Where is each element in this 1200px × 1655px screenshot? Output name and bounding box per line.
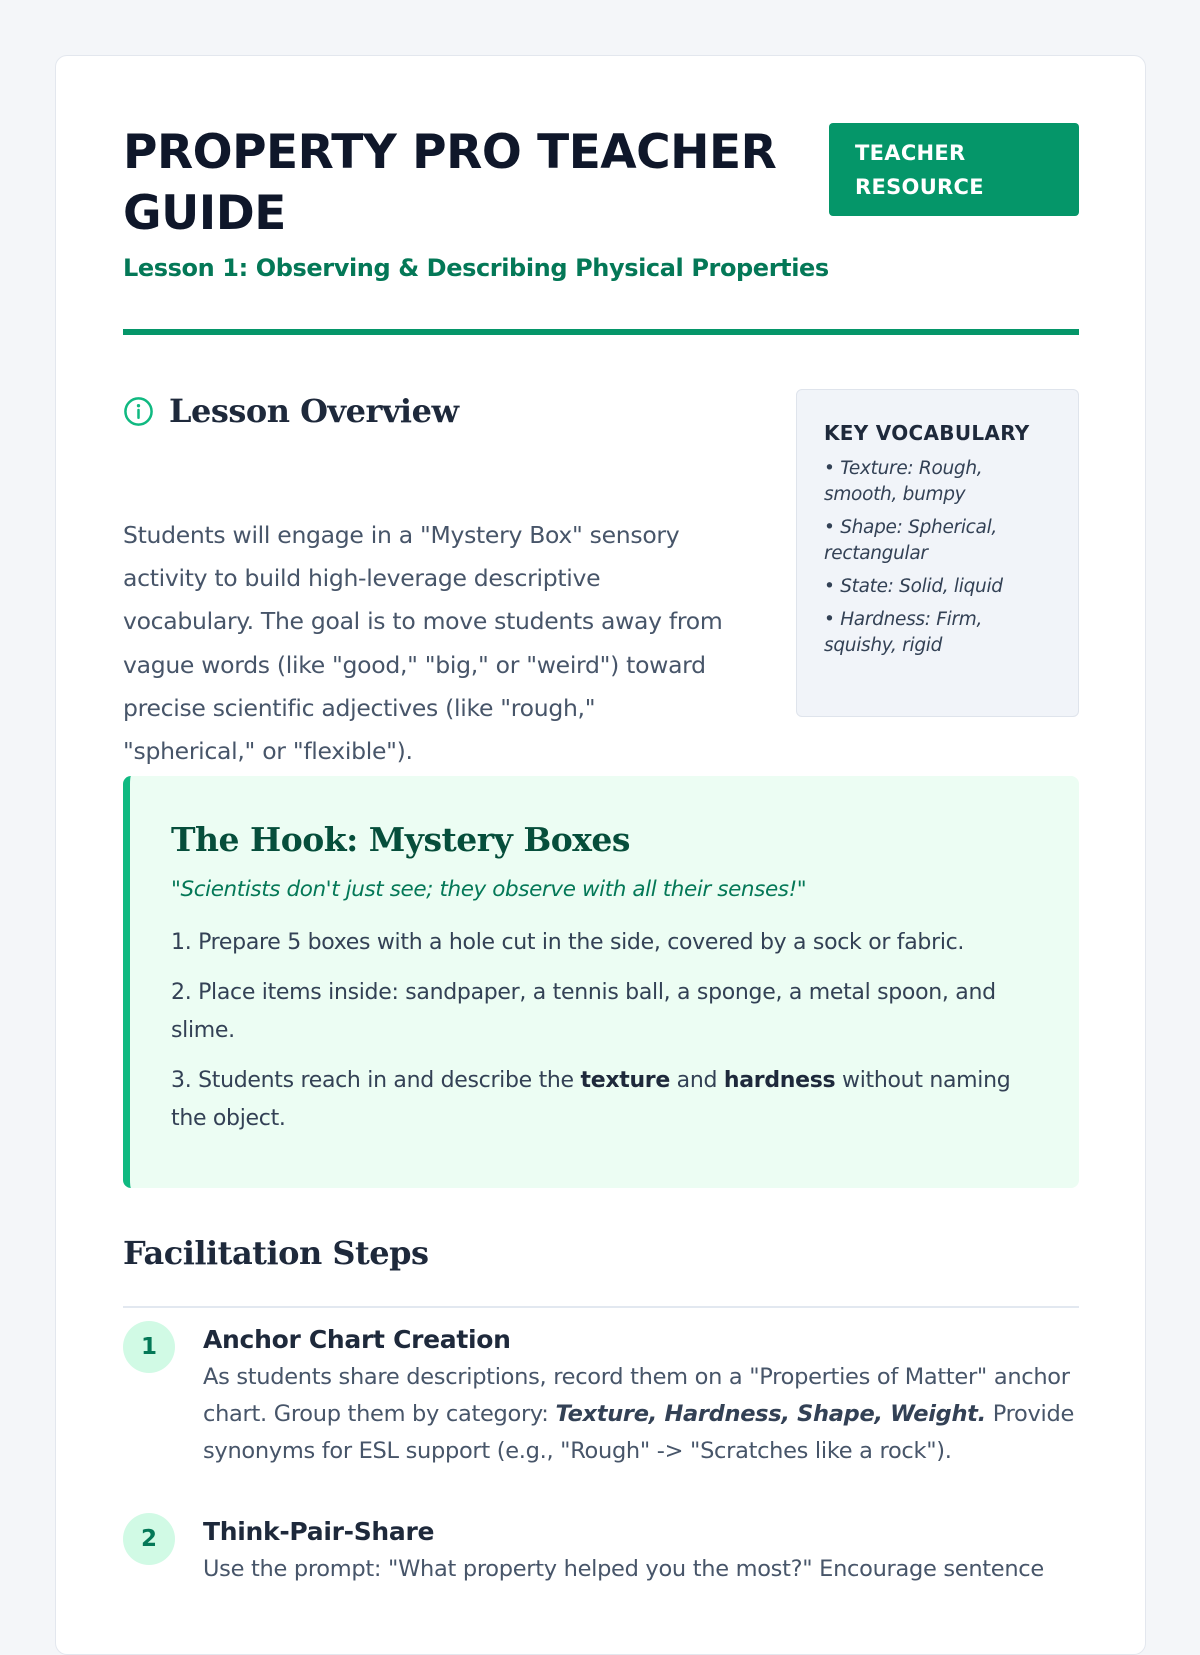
step-text-emphasis-italic: Texture, Hardness, Shape, Weight. bbox=[555, 1401, 986, 1427]
info-icon bbox=[123, 396, 154, 427]
teacher-resource-badge: TEACHER RESOURCE bbox=[829, 123, 1079, 216]
step-title: Think-Pair-Share bbox=[203, 1517, 435, 1546]
hook-title: The Hook: Mystery Boxes bbox=[171, 820, 630, 859]
guide-card bbox=[55, 55, 1146, 1655]
hook-step: 1. Prepare 5 boxes with a hole cut in the side, covered by a sock or fabric. bbox=[171, 930, 965, 955]
vocabulary-title: KEY VOCABULARY bbox=[824, 421, 1030, 445]
step-text-part: Provide synonyms for ESL support (e.g., "Rough" -> "Scratches like a rock"). bbox=[203, 1401, 1074, 1464]
header-divider bbox=[123, 329, 1079, 335]
step-body bbox=[203, 1513, 1079, 1588]
vocabulary-item: • Shape: Spherical, rectangular bbox=[824, 517, 998, 564]
step-title: Anchor Chart Creation bbox=[203, 1325, 511, 1354]
hook-quote: "Scientists don't just see; they observe with all their senses!" bbox=[171, 877, 807, 902]
section-divider bbox=[123, 1306, 1079, 1308]
vocabulary-item: • Texture: Rough, smooth, bumpy bbox=[824, 458, 983, 505]
hook-step-emphasis: hardness bbox=[723, 1068, 836, 1093]
overview-text: Students will engage in a "Mystery Box" sensory activity to build high-leverage descriptive vocabulary. The goal is to move students away from vague words (like "good," "big," or "weird") toward precise scientific adjectives (like "rough," "spherical," or "flexible"). bbox=[123, 521, 723, 766]
facilitation-title: Facilitation Steps bbox=[123, 1234, 429, 1272]
step-text-emphasis bbox=[555, 1401, 985, 1427]
vocabulary-item: • State: Solid, liquid bbox=[824, 576, 1003, 597]
hook-step-emphasis: texture bbox=[580, 1068, 670, 1093]
hook-step-text: 3. Students reach in and describe the bbox=[171, 1068, 581, 1093]
vocabulary-item: • Hardness: Firm, squishy, rigid bbox=[824, 609, 983, 656]
step-number-badge: 2 bbox=[123, 1513, 175, 1565]
step-text bbox=[203, 1359, 1079, 1470]
hook-callout bbox=[123, 776, 1079, 1188]
overview-heading bbox=[123, 389, 743, 433]
hook-step-text: without naming the object. bbox=[171, 1068, 1011, 1131]
overview-title: Lesson Overview bbox=[169, 392, 459, 430]
hook-step-text: and bbox=[669, 1068, 724, 1093]
page-title: PROPERTY PRO TEACHER GUIDE bbox=[123, 125, 777, 241]
hook-step: 2. Place items inside: sandpaper, a tennis ball, a sponge, a metal spoon, and slime. bbox=[171, 980, 996, 1043]
hook-step bbox=[171, 1062, 1039, 1138]
step-text-part: As students share descriptions, record them on a "Properties of Matter" anchor chart. Group them by category: bbox=[203, 1364, 1070, 1427]
lesson-subtitle: Lesson 1: Observing & Describing Physical Properties bbox=[123, 254, 829, 282]
step-text: Use the prompt: "What property helped you the most?" Encourage sentence bbox=[203, 1556, 1044, 1582]
step-body bbox=[203, 1321, 1079, 1470]
key-vocabulary-box bbox=[796, 389, 1079, 717]
step-number-badge: 1 bbox=[123, 1321, 175, 1373]
